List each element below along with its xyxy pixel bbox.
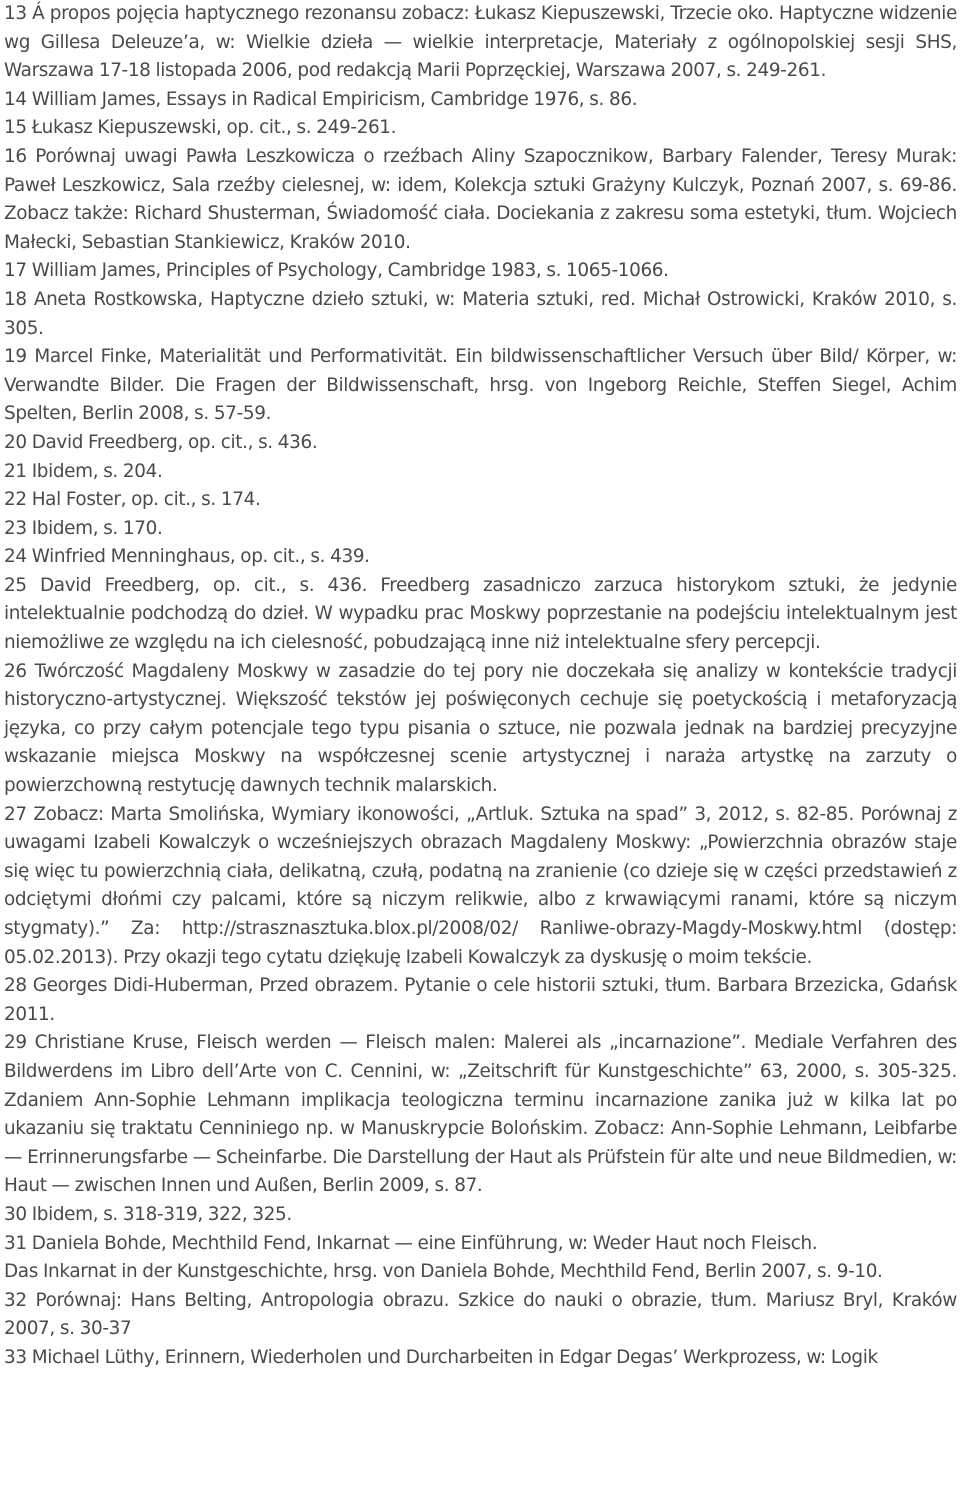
footnote-25: 25 David Freedberg, op. cit., s. 436. Freedberg zasadniczo zarzuca historykom sztuki, że jedynie intelektualnie podchodzą do dzieł. W wypadku prac Moskwy poprzestanie na podejściu intelektualnym jest niemożliwe ze względu na ich cielesność, pobudzającą inne niż intelektualne sfery percepcji.: [4, 574, 957, 654]
footnote-29: 29 Christiane Kruse, Fleisch werden — Fleisch malen: Malerei als „incarnazione”. Mediale Verfahren des Bildwerdens im Libro dell’Arte von C. Cennini, w: „Zeitschrift für Kunstgeschichte” 63, 2000, s. 305-325. Zdaniem Ann-Sophie Lehmann implikacja teologiczna terminu incarnazione zanika już w kilka lat po ukazaniu się traktatu Cenniniego np. w Manuskrypcie Bolońskim. Zobacz: Ann-Sophie Lehmann, Leibfarbe — Errinnerungsfarbe — Scheinfarbe. Die Darstellung der Haut als Prüfstein für alte und neue Bildmedien, w: Haut — zwischen Innen und Außen, Berlin 2009, s. 87.: [4, 1032, 957, 1197]
footnote-24: 24 Winfried Menninghaus, op. cit., s. 439.: [4, 546, 370, 568]
footnote-20: 20 David Freedberg, op. cit., s. 436.: [4, 431, 318, 453]
footnote-19: 19 Marcel Finke, Materialität und Performativität. Ein bildwissenschaftlicher Versuch über Bild/ Körper, w: Verwandte Bilder. Die Fragen der Bildwissenschaft, hrsg. von Ingeborg Reichle, Steffen Siegel, Achim Spelten, Berlin 2008, s. 57-59.: [4, 346, 957, 425]
footnote-13: 13 Á propos pojęcia haptycznego rezonansu zobacz: Łukasz Kiepuszewski, Trzecie oko. Haptyczne widzenie wg Gillesa Deleuze’a, w: Wielkie dzieła — wielkie interpretacje, Materiały z ogólnopolskiej sesji SHS, Warszawa 17-18 listopada 2006, pod redakcją Marii Poprzęckiej, Warszawa 2007, s. 249-261.: [4, 3, 957, 82]
footnote-27: 27 Zobacz: Marta Smolińska, Wymiary ikonowości, „Artluk. Sztuka na spad” 3, 2012, s. 82-85. Porównaj z uwagami Izabeli Kowalczyk o wcześniejszych obrazach Magdaleny Moskwy: „Powierzchnia obrazów staje się więc tu powierzchnią ciała, delikatną, czułą, podatną na zranienie (co dzieje się w części przedstawień z odciętymi dłońmi czy palcami, które są niczym relikwie, albo z krwawiącymi ranami, które są niczym stygmaty).” Za: http://strasznasztuka.blox.pl/2008/02/ Ranliwe-obrazy-Magdy-Moskwy.html (dostęp: 05.02.2013). Przy okazji tego cytatu dziękuję Izabeli Kowalczyk za dyskusję o moim tekście.: [4, 803, 957, 968]
footnote-14: 14 William James, Essays in Radical Empiricism, Cambridge 1976, s. 86.: [4, 88, 638, 110]
footnote-16: 16 Porównaj uwagi Pawła Leszkowicza o rzeźbach Aliny Szapocznikow, Barbary Falender, Teresy Murak: Paweł Leszkowicz, Sala rzeźby cielesnej, w: idem, Kolekcja sztuki Grażyny Kulczyk, Poznań 2007, s. 69-86. Zobacz także: Richard Shusterman, Świadomość ciała. Dociekania z zakresu soma estetyki, tłum. Wojciech Małecki, Sebastian Stankiewicz, Kraków 2010.: [4, 145, 957, 253]
footnote-33: 33 Michael Lüthy, Erinnern, Wiederholen und Durcharbeiten in Edgar Degas’ Werkprozess, w: Logik: [4, 1346, 878, 1368]
footnote-31-continued: Das Inkarnat in der Kunstgeschichte, hrsg. von Daniela Bohde, Mechthild Fend, Berlin 2007, s. 9-10.: [4, 1261, 883, 1283]
footnote-30: 30 Ibidem, s. 318-319, 322, 325.: [4, 1203, 292, 1225]
footnote-26: 26 Twórczość Magdaleny Moskwy w zasadzie do tej pory nie doczekała się analizy w kontekście tradycji historyczno-artystycznej. Większość tekstów jej poświęconych cechuje się poetyckością i metaforyzacją języka, co przy całym potencjale tego typu pisania o sztuce, nie pozwala jednak na bardziej precyzyjne wskazanie miejsca Moskwy na współczesnej scenie artystycznej i naraża artystkę na zarzuty o powierzchowną restytucję dawnych technik malarskich.: [4, 660, 957, 797]
footnotes-page: [4, 0, 957, 1373]
footnote-28: 28 Georges Didi-Huberman, Przed obrazem. Pytanie o cele historii sztuki, tłum. Barbara Brzezicka, Gdańsk 2011.: [4, 975, 957, 1025]
footnote-21: 21 Ibidem, s. 204.: [4, 460, 163, 482]
footnote-22: 22 Hal Foster, op. cit., s. 174.: [4, 489, 261, 511]
footnote-23: 23 Ibidem, s. 170.: [4, 517, 163, 539]
footnote-32: 32 Porównaj: Hans Belting, Antropologia obrazu. Szkice do nauki o obrazie, tłum. Mariusz Bryl, Kraków 2007, s. 30-37: [4, 1289, 957, 1340]
footnote-31: 31 Daniela Bohde, Mechthild Fend, Inkarnat — eine Einführung, w: Weder Haut noch Fleisch.: [4, 1232, 818, 1254]
footnote-17: 17 William James, Principles of Psychology, Cambridge 1983, s. 1065-1066.: [4, 260, 669, 282]
footnote-18: 18 Aneta Rostkowska, Haptyczne dzieło sztuki, w: Materia sztuki, red. Michał Ostrowicki, Kraków 2010, s. 305.: [4, 288, 957, 339]
footnote-15: 15 Łukasz Kiepuszewski, op. cit., s. 249-261.: [4, 117, 397, 139]
